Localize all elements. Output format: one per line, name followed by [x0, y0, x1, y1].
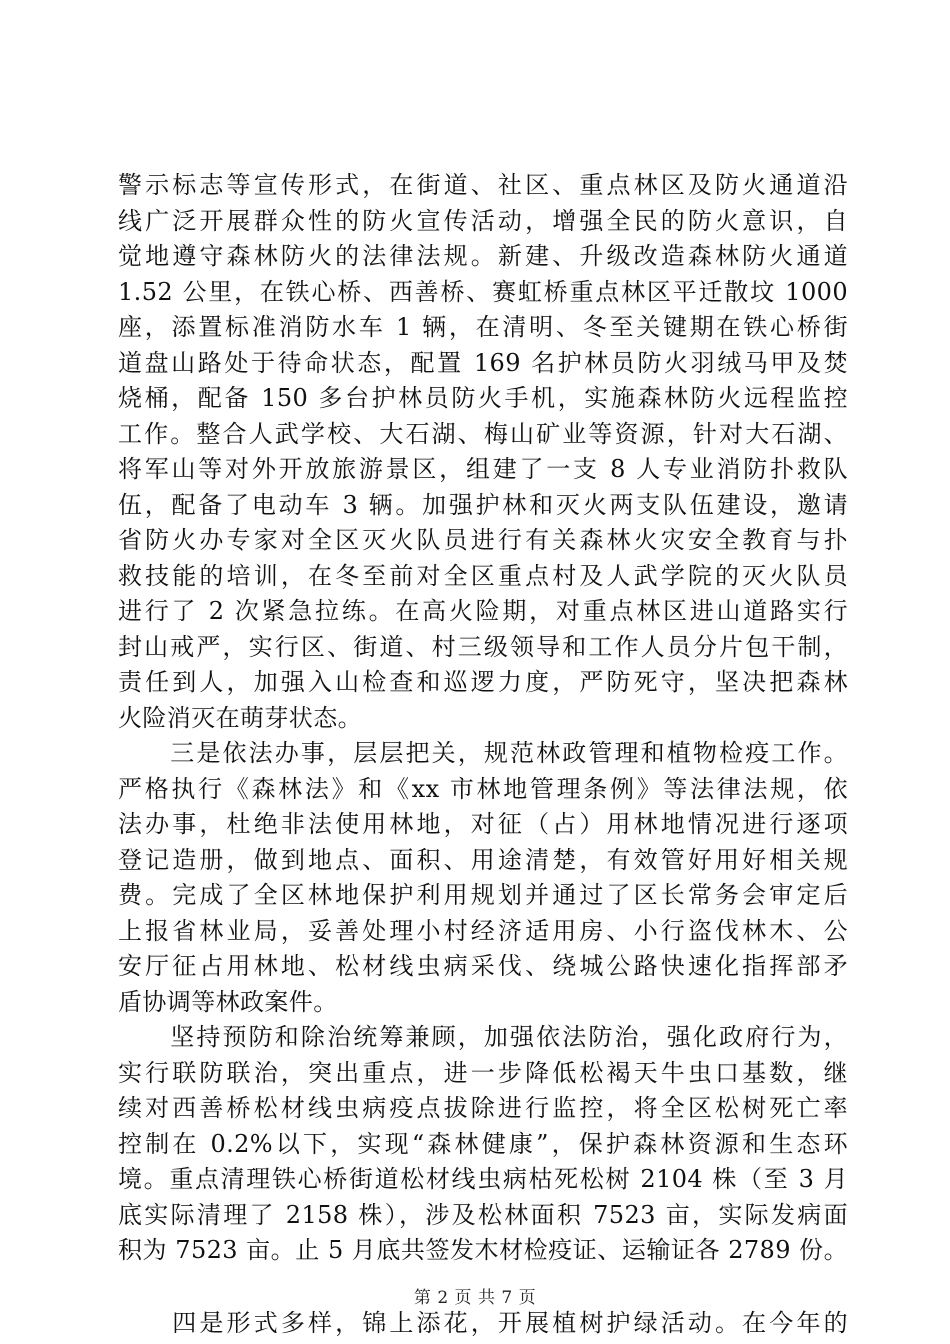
text-line: 觉地遵守森林防火的法律法规。新建、升级改造森林防火通道	[118, 242, 848, 270]
text-line: 登记造册，做到地点、面积、用途清楚，有效管好用好相关规	[118, 845, 848, 874]
text-line: 四是形式多样，锦上添花，开展植树护绿活动。在今年的	[118, 1308, 848, 1337]
text-line: 烧桶，配备 150 多台护林员防火手机，实施森林防火远程监控	[118, 384, 848, 412]
text-line: 严格执行《森林法》和《xx 市林地管理条例》等法律法规，依	[118, 774, 848, 803]
text-line: 费。完成了全区林地保护利用规划并通过了区长常务会审定后	[118, 881, 848, 909]
paragraph-tree-planting	[118, 1306, 848, 1342]
text-line: 救技能的培训，在冬至前对全区重点村及人武学院的灭火队员	[118, 561, 848, 590]
text-line: 进行了 2 次紧急拉练。在高火险期，对重点林区进山道路实行	[118, 597, 848, 625]
text-line: 上报省林业局，妥善处理小村经济适用房、小行盗伐林木、公	[118, 916, 848, 945]
text-line: 续对西善桥松材线虫病疫点拔除进行监控，将全区松树死亡率	[118, 1094, 848, 1122]
text-line: 警示标志等宣传形式，在街道、社区、重点林区及防火通道沿	[118, 171, 848, 199]
text-line: 法办事，杜绝非法使用林地，对征（占）用林地情况进行逐项	[118, 810, 848, 838]
text-line: 控制在 0.2%以下，实现“森林健康”，保护森林资源和生态环	[118, 1129, 848, 1158]
text-line: 责任到人，加强入山检查和巡逻力度，严防死守，坚决把森林	[118, 668, 848, 696]
text-line: 封山戒严，实行区、街道、村三级领导和工作人员分片包干制，	[118, 632, 848, 661]
text-line: 工作。整合人武学校、大石湖、梅山矿业等资源，针对大石湖、	[118, 419, 848, 448]
text-line: 底实际清理了 2158 株），涉及松林面积 7523 亩，实际发病面	[118, 1200, 848, 1229]
text-line: 线广泛开展群众性的防火宣传活动，增强全民的防火意识，自	[118, 206, 848, 235]
text-line: 安厅征占用林地、松材线虫病采伐、绕城公路快速化指挥部矛	[118, 952, 848, 980]
page-number-footer: 第 2 页 共 7 页	[413, 1288, 537, 1308]
text-line: 坚持预防和除治统筹兼顾，加强依法防治，强化政府行为，	[118, 1023, 848, 1051]
text-line: 伍，配备了电动车 3 辆。加强护林和灭火两支队伍建设，邀请	[118, 490, 848, 519]
paragraph-fire-prevention	[118, 168, 848, 736]
text-line: 三是依法办事，层层把关，规范林政管理和植物检疫工作。	[118, 739, 848, 767]
text-line: 积为 7523 亩。止 5 月底共签发木材检疫证、运输证各 2789 份。	[118, 1236, 848, 1264]
text-line: 盾协调等林政案件。	[118, 987, 338, 1016]
text-line: 境。重点清理铁心桥街道松材线虫病枯死松树 2104 株（至 3 月	[118, 1165, 848, 1193]
text-line: 道盘山路处于待命状态，配置 169 名护林员防火羽绒马甲及焚	[118, 348, 848, 377]
text-line: 省防火办专家对全区灭火队员进行有关森林火灾安全教育与扑	[118, 526, 848, 554]
document-body	[118, 168, 848, 1341]
text-line: 将军山等对外开放旅游景区，组建了一支 8 人专业消防扑救队	[118, 455, 848, 483]
text-line: 1.52 公里，在铁心桥、西善桥、赛虹桥重点林区平迁散坟 1000	[118, 277, 848, 306]
text-line: 座，添置标准消防水车 1 辆，在清明、冬至关键期在铁心桥街	[118, 313, 848, 341]
text-line: 火险消灭在萌芽状态。	[118, 703, 362, 732]
paragraph-forest-administration	[118, 736, 848, 1020]
text-line: 实行联防联治，突出重点，进一步降低松褐天牛虫口基数，继	[118, 1058, 848, 1087]
paragraph-pest-control	[118, 1020, 848, 1269]
